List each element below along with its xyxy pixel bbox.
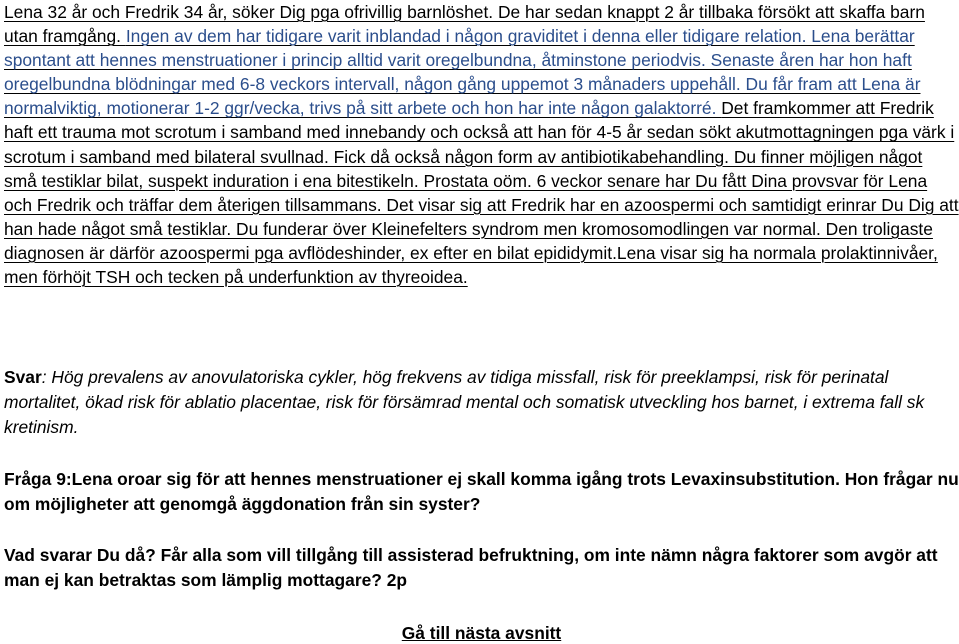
answer-label: Svar — [4, 367, 42, 387]
case-findings: Det framkommer att Fredrik haft ett trauma mot scrotum i samband med innebandy och också att han för 4-5 år sedan sökt akutmottagningen pga värk i scrotum i samband med bilateral svullnad. Fick då också någon form av antibiotikabehandling. Du finner möjligen något små testiklar bilat, suspekt induration i ena bitestikeln. Prostata oöm. 6 veckor senare har Du fått Dina provsvar för Lena och Fredrik och träffar dem återigen tillsammans. Det visar sig att Fredrik har en azoospermi och samtidigt erinrar Du Dig att han hade något små testiklar. Du funderar över Kleinefelters syndrom men kromosomodlingen var normal. Den troligaste diagnosen är därför azoospermi pga avflödeshinder, ex efter en bilat epididymit.Lena visar sig ha normala prolaktinnivåer, men förhöjt TSH och tecken på underfunktion av thyreoidea. — [4, 98, 959, 288]
document-page — [4, 0, 959, 643]
next-section-link[interactable]: Gå till nästa avsnitt — [401, 623, 562, 643]
question-followup: Vad svarar Du då? Får alla som vill tillgång till assisterad befruktning, om inte nämn några faktorer som avgör att man ej kan betraktas som lämplig mottagare? 2p — [4, 545, 938, 590]
question-9: Fråga 9:Lena oroar sig för att hennes menstruationer ej skall komma igång trots Levaxinsubstitution. Hon frågar nu om möjligheter att genomgå äggdonation från sin syster? — [4, 469, 959, 514]
case-description — [4, 0, 959, 289]
answer-text: : Hög prevalens av anovulatoriska cykler, hög frekvens av tidiga missfall, risk för preeklampsi, risk för perinatal mortalitet, ökad risk för ablatio placentae, risk för försämrad mental och somatisk utveckling hos barnet, i extrema fall sk kretinism. — [4, 367, 925, 437]
answer-paragraph — [4, 365, 959, 440]
case-intro: Lena 32 år och Fredrik 34 år, söker Dig pga ofrivillig barnlöshet. De har sedan knappt 2 år tillbaka försökt att skaffa barn utan framgång. — [4, 2, 925, 47]
case-history: Ingen av dem har tidigare varit inblandad i någon graviditet i denna eller tidigare relation. Lena berättar spontant att hennes menstruationer i princip alltid varit oregelbundna, åtminstone periodvis. Senaste åren har hon haft oregelbundna blödningar med 6-8 veckors intervall, någon gång uppemot 3 månaders uppehåll. Du får fram att Lena är normalviktig, motionerar 1-2 ggr/vecka, trivs på sitt arbete och hon har inte någon galaktorré. — [4, 26, 921, 119]
